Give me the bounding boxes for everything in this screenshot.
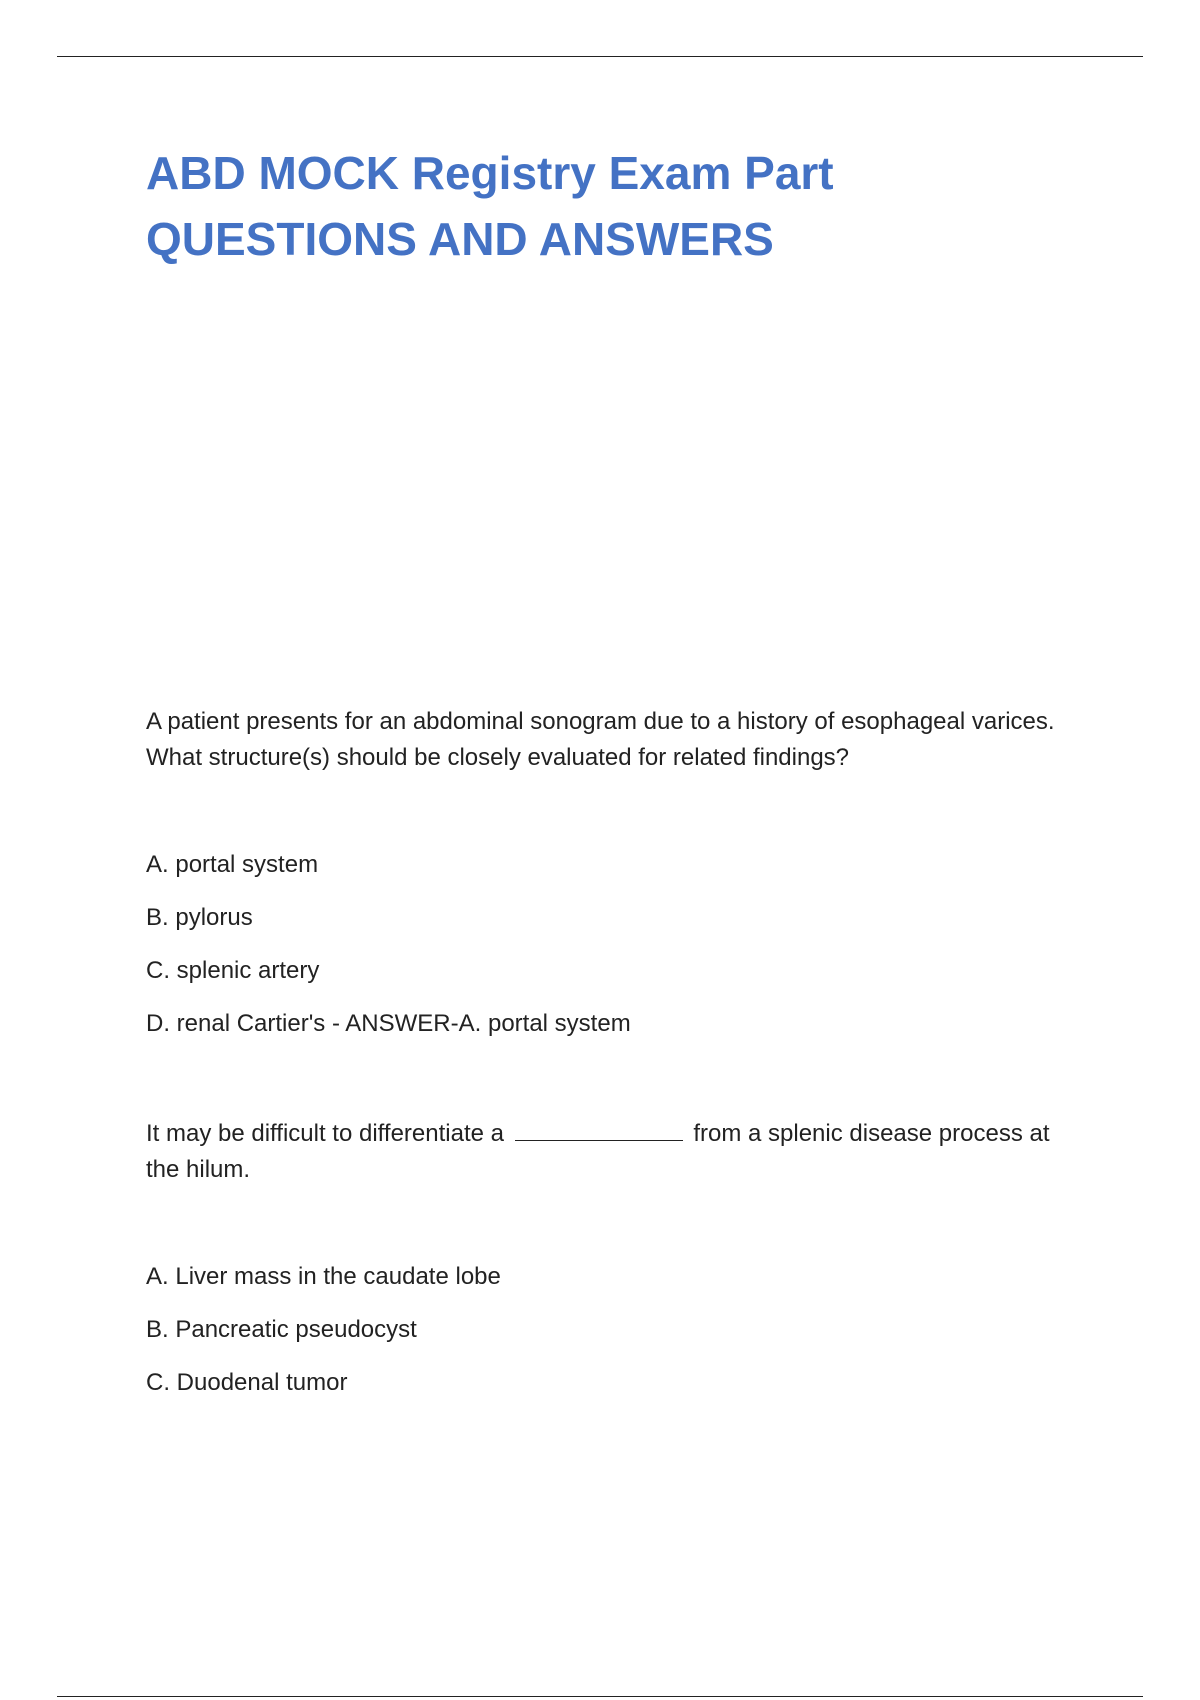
question-2-option-b: B. Pancreatic pseudocyst xyxy=(146,1316,417,1343)
bottom-rule xyxy=(57,1696,1143,1697)
title-line-2: QUESTIONS AND ANSWERS xyxy=(146,213,774,265)
question-2-option-a: A. Liver mass in the caudate lobe xyxy=(146,1263,501,1290)
question-2-text-after-blank: from a splenic disease process at the hilum. xyxy=(146,1120,1050,1183)
question-1 xyxy=(146,704,1086,776)
question-2-text xyxy=(146,1116,1086,1188)
title-line-1: ABD MOCK Registry Exam Part xyxy=(146,147,834,199)
question-1-options xyxy=(146,850,1086,1062)
question-2-option-c: C. Duodenal tumor xyxy=(146,1369,348,1396)
question-1-option-c: C. splenic artery xyxy=(146,957,320,984)
question-2-text-before-blank: It may be difficult to differentiate a xyxy=(146,1120,504,1147)
top-rule xyxy=(57,56,1143,57)
fill-in-blank xyxy=(515,1118,683,1141)
question-1-option-b: B. pylorus xyxy=(146,904,253,931)
question-2-options xyxy=(146,1262,1086,1421)
question-1-option-d-with-answer: D. renal Cartier's - ANSWER-A. portal system xyxy=(146,1010,631,1037)
question-1-option-a: A. portal system xyxy=(146,851,319,878)
question-2 xyxy=(146,1116,1086,1188)
question-1-text: A patient presents for an abdominal sonogram due to a history of esophageal varices. What structure(s) should be closely evaluated for related findings? xyxy=(146,708,1055,771)
document-title xyxy=(146,140,1046,272)
